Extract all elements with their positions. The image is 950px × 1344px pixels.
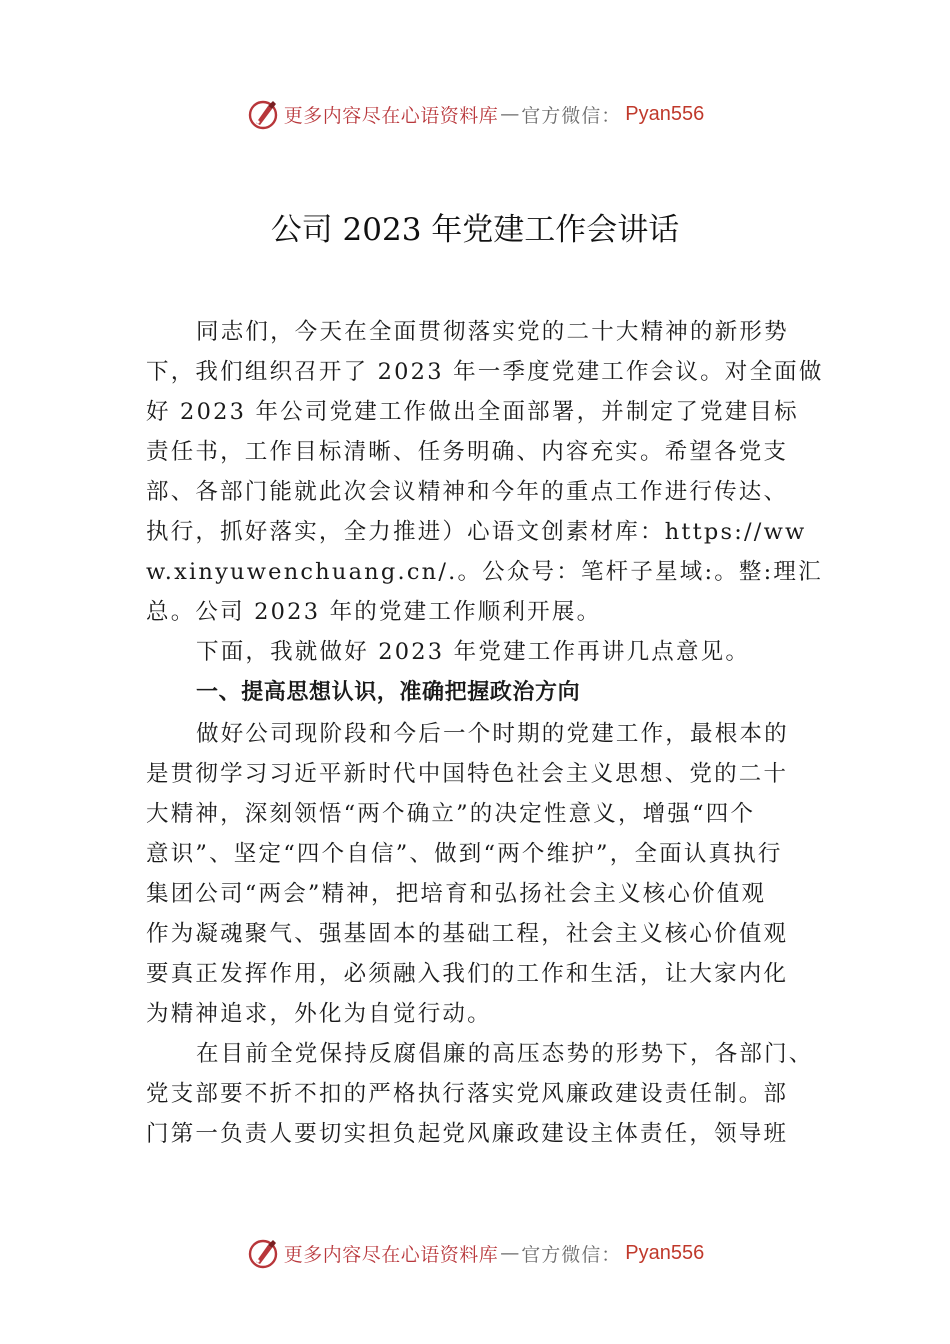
paragraph-line: 部、各部门能就此次会议精神和今年的重点工作进行传达、 xyxy=(146,479,789,505)
banner-wechat-id: Pyan556 xyxy=(625,1241,705,1264)
paragraph-line: 作为凝魂聚气、强基固本的基础工程，社会主义核心价值观 xyxy=(146,921,789,947)
paragraph-line: 是贯彻学习习近平新时代中国特色社会主义思想、党的二十 xyxy=(146,761,789,787)
banner-site-text: 更多内容尽在心语资料库 xyxy=(283,1243,499,1266)
banner-site-text: 更多内容尽在心语资料库 xyxy=(283,104,499,127)
paragraph-line: 下，我们组织召开了 2023 年一季度党建工作会议。对全面做 xyxy=(146,359,824,385)
paragraph-line: 为精神追求，外化为自觉行动。 xyxy=(146,1001,492,1027)
section-heading: 一、提高思想认识，准确把握政治方向 xyxy=(196,680,581,705)
banner-wechat-label: 官方微信： xyxy=(521,104,622,127)
fountain-pen-circle-logo-icon xyxy=(246,97,280,131)
paragraph-line: 党支部要不折不扣的严格执行落实党风廉政建设责任制。部 xyxy=(146,1081,789,1107)
paragraph-line: 同志们，今天在全面贯彻落实党的二十大精神的新形势 xyxy=(196,319,789,345)
paragraph-line: 要真正发挥作用，必须融入我们的工作和生活，让大家内化 xyxy=(146,961,789,987)
paragraph-line: 好 2023 年公司党建工作做出全面部署，并制定了党建目标 xyxy=(146,399,799,425)
document-title: 公司 2023 年党建工作会讲话 xyxy=(270,212,680,248)
document-body xyxy=(146,312,824,1154)
footer-watermark-banner xyxy=(0,1233,950,1273)
paragraph-line: 执行，抓好落实，全力推进）心语文创素材库：https://ww xyxy=(146,519,807,545)
paragraph-line: 门第一负责人要切实担负起党风廉政建设主体责任，领导班 xyxy=(146,1121,789,1147)
banner-wechat-label: 官方微信： xyxy=(521,1243,622,1266)
banner-separator: — xyxy=(500,103,520,125)
paragraph-line: 集团公司“两会”精神，把培育和弘扬社会主义核心价值观 xyxy=(146,881,767,907)
header-watermark-banner xyxy=(0,94,950,134)
paragraph-line: w.xinyuwenchuang.cn/.。公众号：笔杆子星域:。整:理汇 xyxy=(146,559,823,585)
paragraph-line: 总。公司 2023 年的党建工作顺利开展。 xyxy=(146,599,602,625)
paragraph-line: 做好公司现阶段和今后一个时期的党建工作，最根本的 xyxy=(196,721,789,747)
paragraph-line: 责任书，工作目标清晰、任务明确、内容充实。希望各党支 xyxy=(146,439,789,465)
paragraph-line: 下面，我就做好 2023 年党建工作再讲几点意见。 xyxy=(196,639,751,665)
fountain-pen-circle-logo-icon xyxy=(246,1236,280,1270)
paragraph-line: 大精神，深刻领悟“两个确立”的决定性意义，增强“四个 xyxy=(146,801,756,827)
banner-separator: — xyxy=(500,1242,520,1264)
banner-wechat-id: Pyan556 xyxy=(625,102,705,125)
paragraph-line: 在目前全党保持反腐倡廉的高压态势的形势下，各部门、 xyxy=(196,1041,814,1067)
paragraph-line: 意识”、坚定“四个自信”、做到“两个维护”，全面认真执行 xyxy=(146,841,783,867)
